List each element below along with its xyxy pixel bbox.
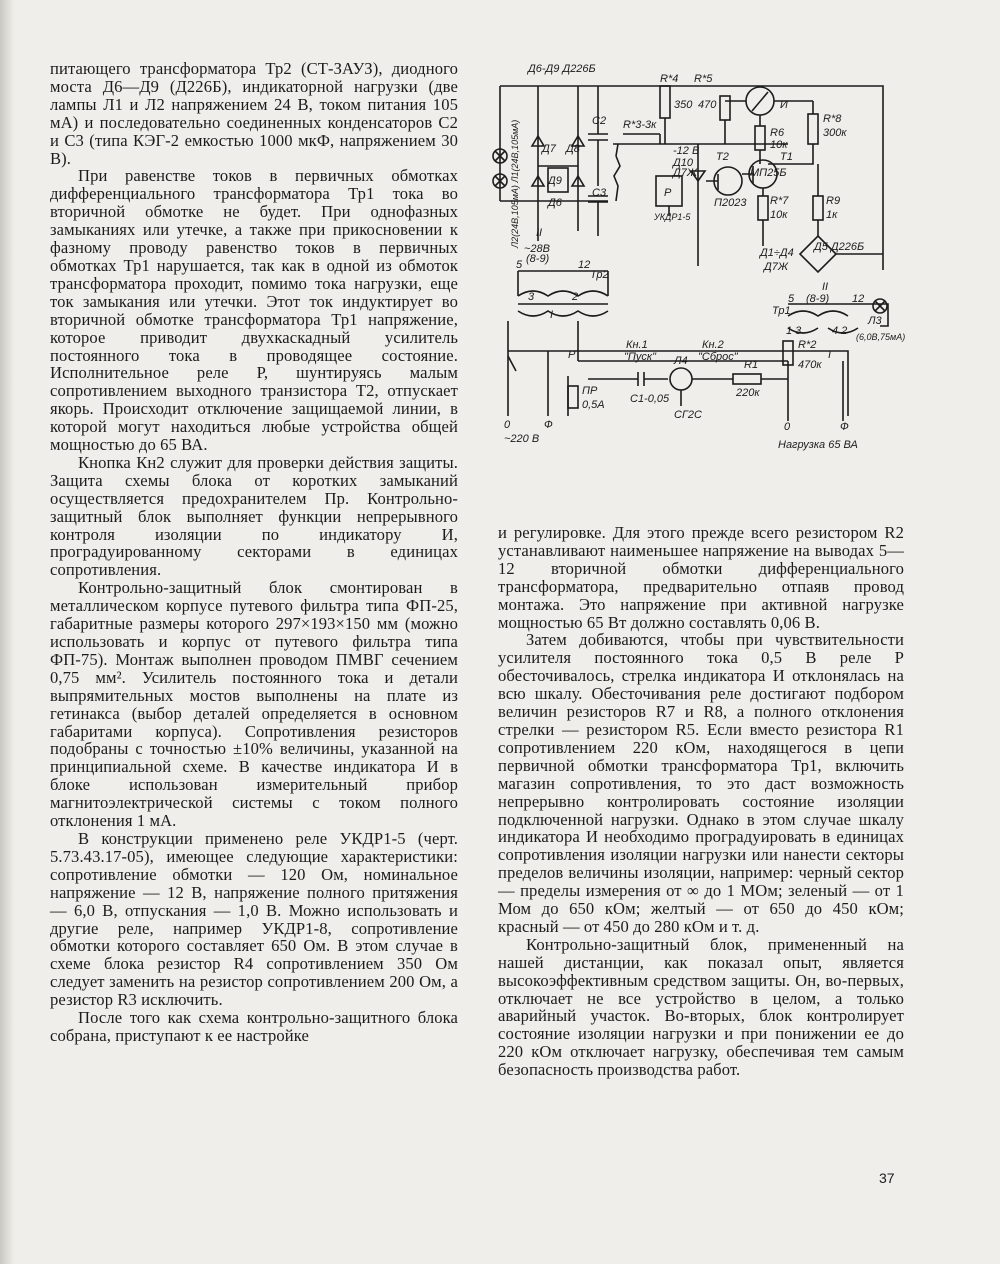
schematic-label: Л2(24В,105мА) Л1(24В,105мА) (510, 119, 520, 248)
schematic-label: Кн.2 (702, 339, 724, 351)
paragraph: После того как схема контрольно-защитного блока собрана, приступают к ее настройке (50, 1008, 458, 1045)
schematic-label: Тр1 (772, 305, 791, 317)
schematic-label: 350 (674, 99, 693, 111)
schematic-label: R*4 (660, 73, 679, 85)
schematic-label: II (822, 281, 829, 293)
schematic-label: 0,5А (582, 399, 605, 411)
schematic-label: "Пуск" (624, 351, 656, 363)
paragraph: и регулировке. Для этого прежде всего резистором R2 устанавливают наименьшее напряжение на выводах 5—12 вторичной обмотки дифференциального трансформатора, предварительно отпаяв провод монтажа. Это напряжение при активной нагрузке мощностью 65 Вт должно составлять 0,06 В. (498, 523, 904, 632)
paragraph: Кнопка Кн2 служит для проверки действия защиты. Защита схемы блока от коротких замыканий осуществляется предохранителем Пр. Контрольно-защитный блок выполняет функции непрерывного контроля изоляции по индикатору И, проградуированному секторами в единицах сопротивления. (50, 452, 458, 580)
schematic-label: R*5 (694, 73, 713, 85)
schematic-label: 1 3 (786, 325, 802, 337)
schematic-label: Д8 (566, 143, 580, 155)
circuit-schematic (488, 56, 908, 462)
schematic-label: С3 (592, 187, 607, 199)
schematic-label: R*8 (823, 113, 842, 125)
schematic-label: Д6 (548, 197, 562, 209)
schematic-label: УКДР1-5 (654, 212, 691, 222)
schematic-label: Д6-Д9 Д226Б (528, 63, 596, 75)
schematic-label: ~220 В (504, 433, 540, 445)
schematic-label: 470к (798, 359, 822, 371)
paragraph: Контрольно-защитный блок смонтирован в металлическом корпусе путевого фильтра типа ФП-25, габаритные размеры которого 297×193×150 мм (можно использовать и корпус от путевого фильтра типа ФП-75). Монтаж выполнен проводом ПМВГ сечением 0,75 мм². Усилитель постоянного тока и детали выпрямительных мостов выполнены на плате из гетинакса (выбор деталей определяется в основном габаритами корпуса). Сопротивления резисторов подобраны с точностью ±10% величины, указанной на принципиальной схеме. В качестве индикатора И в блоке использован измерительный прибор магнитоэлектрической системы с током полного отклонения 1 мА. (50, 578, 458, 831)
schematic-label: R*7 (770, 195, 789, 207)
page-edge-shadow (0, 0, 14, 1264)
schematic-label: ~28В (524, 243, 550, 255)
schematic-label: 2 (572, 291, 579, 303)
schematic-label: Ф (840, 421, 849, 433)
left-text-column (50, 60, 458, 1045)
right-text-column (498, 524, 904, 1079)
schematic-label: I (828, 349, 832, 361)
schematic-label: (6,0В,75мА) (856, 332, 906, 342)
schematic-label: 0 (784, 421, 791, 433)
schematic-label: Р (568, 349, 576, 361)
schematic-label: Д7 (542, 143, 556, 155)
schematic-label: 300к (823, 127, 847, 139)
paragraph: При равенстве токов в первичных обмотках дифференциального трансформатора Тр1 тока во вторичной обмотке не будет. При однофазных замыканиях или утечке, а также при прикосновении к фазному проводу равенство токов в первичных обмотках Тр1 нарушается, так как в одной из обмоток трансформатора проходит, помимо тока нагрузки, еще ток замыкания или утечки. Этот ток индуктирует во вторичной обмотке трансформатора Тр1 напряжение, которое приводит двухкаскадный усилитель постоянного тока в проводящее состояние. Исполнительное реле Р, шунтируясь малым сопротивлением выходного транзистора Т2, отпускает якорь. Происходит отключение защищаемой линии, в которой могут находиться любые устройства общей мощностью до 65 ВА. (50, 166, 458, 455)
schematic-label: "Сброс" (698, 351, 738, 363)
schematic-label: Л3 (868, 315, 882, 327)
schematic-label: Д5 Д226Б (814, 241, 865, 253)
schematic-label: (8-9) (526, 253, 550, 265)
schematic-label: R6 (770, 127, 785, 139)
schematic-label: Р (664, 187, 672, 199)
paragraph: Контрольно-защитный блок, примененный на нашей дистанции, как показал опыт, является высокоэффективным средством защиты. Он, во-первых, отключает не все устройство в целом, а только аварийный участок. Во-вторых, блок контролирует состояние изоляции нагрузки и при понижении ее до 220 кОм отключает нагрузку, обеспечивая тем самым безопасность производства работ. (498, 934, 904, 1080)
schematic-label: R1 (744, 359, 759, 371)
schematic-label: 5 (516, 259, 523, 271)
schematic-label: Д7Ж (673, 167, 697, 179)
schematic-label: 470 (698, 99, 717, 111)
schematic-label: Л4 (674, 355, 688, 367)
paragraph: В конструкции применено реле УКДР1-5 (черт. 5.73.43.17-05), имеющее следующие характеристики: сопротивление обмотки — 120 Ом, номинальное напряжение — 12 В, напряжение полного притяжения — 6,0 В, отпускания — 1,0 В. Можно использовать и другие реле, например УКДР1-8, сопротивление обмотки которого составляет 650 Ом. В этом случае в схеме блока резистор R4 сопротивлением 350 Ом следует заменить на резистор сопротивлением 200 Ом, а резистор R3 исключить. (50, 828, 458, 1010)
schematic-label: R*3-3к (623, 119, 657, 131)
schematic-label: (8-9) (806, 293, 830, 305)
paragraph: Затем добиваются, чтобы при чувствительности усилителя постоянного тока 0,5 В реле Р обесточивалось, стрелка индикатора И отклонялась на всю шкалу. Обесточивания реле достигают подбором величин резисторов R7 и R8, а полного отклонения стрелки — резистором R5. Если вместо резистора R1 сопротивлением 220 кОм, находящегося в цепи первичной обмотки трансформатора Тр1, включить магазин сопротивления, то это даст возможность непрерывно контролировать состояние изоляции подключенной нагрузки. Однако в этом случае шкалу индикатора И необходимо проградуировать в единицах сопротивления изоляции нагрузки или нанести секторы пределов величины изоляции, например: черный сектор — пределы измерения от ∞ до 1 МОм; зеленый — от 1 Мом до 650 кОм; желтый — от 650 до 450 кОм; красный — от 450 до 280 кОм и т. д. (498, 630, 904, 936)
schematic-label: 12 (578, 259, 591, 271)
schematic-label: 10к (770, 209, 788, 221)
schematic-label: R9 (826, 195, 841, 207)
schematic-label: Т2 (716, 151, 729, 163)
schematic-label: 12 (852, 293, 865, 305)
schematic-label: П2023 (714, 197, 747, 209)
schematic-label: Д9 (548, 175, 562, 187)
schematic-label: ПР (582, 385, 598, 397)
schematic-label: Ф (544, 419, 553, 431)
schematic-label: I (550, 309, 554, 321)
schematic-label: И (780, 99, 788, 111)
schematic-label: С2 (592, 115, 607, 127)
schematic-label: Т1 (780, 151, 793, 163)
schematic-label: Д10 (673, 157, 693, 169)
schematic-label: МП25Б (750, 167, 787, 179)
schematic-label: Кн.1 (626, 339, 648, 351)
schematic-label: 4 2 (832, 325, 848, 337)
schematic-label: 220к (736, 387, 760, 399)
schematic-label: С1-0,05 (630, 393, 670, 405)
schematic-label: 1к (826, 209, 838, 221)
schematic-label: 0 (504, 419, 511, 431)
schematic-label: СГ2С (674, 409, 702, 421)
schematic-label: Нагрузка 65 ВА (778, 439, 858, 451)
schematic-label: 3 (528, 291, 535, 303)
schematic-label: Тр2 (590, 269, 609, 281)
paragraph: питающего трансформатора Тр2 (СТ-ЗАУЗ), диодного моста Д6—Д9 (Д226Б), индикаторной нагрузки (две лампы Л1 и Л2 напряжением 24 В, током питания 105 мА) и последовательно соединенных конденсаторов С2 и С3 (типа КЭГ-2 емкостью 1000 мкФ, напряжением 30 В). (50, 59, 458, 168)
schematic-label: R*2 (798, 339, 817, 351)
schematic-label: Д1÷Д4 (760, 247, 794, 259)
schematic-label: 10к (770, 139, 788, 151)
schematic-label: Д7Ж (764, 261, 788, 273)
page-number: 37 (879, 1170, 895, 1186)
schematic-label: -12 В (673, 145, 700, 157)
schematic-label: II (536, 227, 543, 239)
schematic-label: 5 (788, 293, 795, 305)
